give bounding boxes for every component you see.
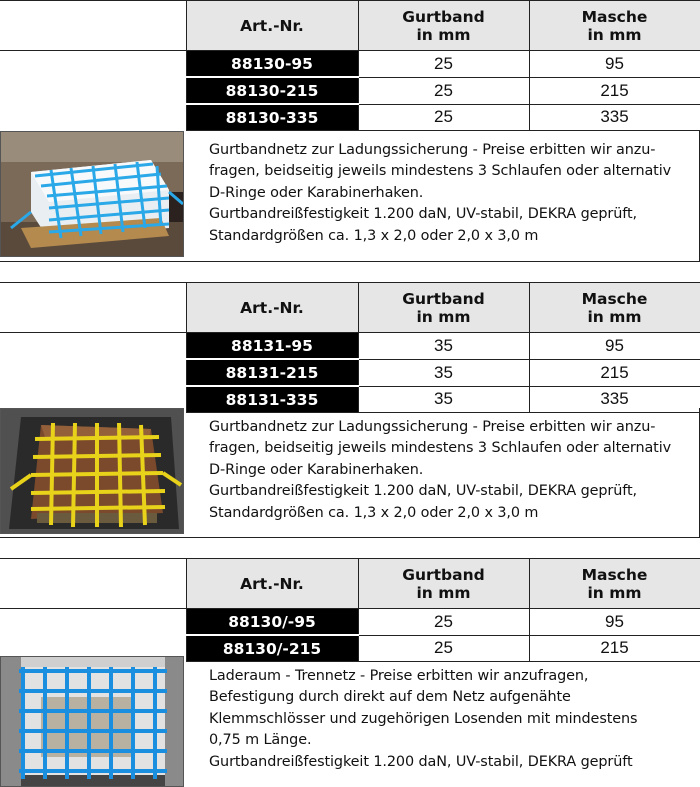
article-number: 88130/-95: [186, 609, 358, 636]
spec-table-88130: [0, 0, 700, 131]
article-number: 88130-335: [186, 104, 358, 131]
article-number: 88130/-215: [186, 635, 358, 662]
article-number: 88130-215: [186, 77, 358, 104]
gurtband-value: 25: [358, 609, 529, 636]
gurtband-value: 35: [358, 386, 529, 413]
blue-partition-net-photo: [0, 656, 184, 787]
blue-net-pallet-photo: [0, 131, 184, 257]
table-row: [0, 51, 700, 78]
section-88130-partition: [0, 558, 700, 787]
header-gurtband: Gurtband in mm: [358, 559, 529, 609]
description-line: Gurtbandreißfestigkeit 1.200 daN, UV-stabil, DEKRA geprüft: [209, 753, 633, 770]
header-gurtband: Gurtband in mm: [358, 283, 529, 333]
description-line: Klemmschlösser und zugehörigen Losenden mit mindestens: [209, 710, 638, 727]
table-row: [0, 609, 700, 636]
article-number: 88131-95: [186, 333, 358, 360]
masche-value: 335: [529, 104, 700, 131]
description-line: fragen, beidseitig jeweils mindestens 3 Schlaufen oder alternativ: [209, 163, 672, 180]
gurtband-value: 35: [358, 333, 529, 360]
table-row: [0, 77, 700, 104]
masche-value: 215: [529, 359, 700, 386]
article-number: 88131-215: [186, 359, 358, 386]
masche-value: 95: [529, 333, 700, 360]
description-line: Gurtbandnetz zur Ladungssicherung - Preise erbitten wir anzu-: [209, 419, 656, 435]
header-art-nr: Art.-Nr.: [186, 283, 358, 333]
description-line: fragen, beidseitig jeweils mindestens 3 Schlaufen oder alternativ: [209, 440, 672, 457]
masche-value: 335: [529, 386, 700, 413]
description-line: D-Ringe oder Karabinerhaken.: [209, 461, 424, 478]
masche-value: 215: [529, 77, 700, 104]
description-line: Laderaum - Trennetz - Preise erbitten wir anzufragen,: [209, 668, 589, 684]
table-row: [0, 333, 700, 360]
gurtband-value: 25: [358, 51, 529, 78]
header-gurtband: Gurtband in mm: [358, 1, 529, 51]
masche-value: 215: [529, 635, 700, 662]
description-line: Gurtbandreißfestigkeit 1.200 daN, UV-stabil, DEKRA geprüft,: [209, 483, 637, 500]
description-88130: [209, 140, 695, 247]
description-line: Standardgrößen ca. 1,3 x 2,0 oder 2,0 x 3,0 m: [209, 227, 539, 244]
description-line: Gurtbandnetz zur Ladungssicherung - Preise erbitten wir anzu-: [209, 142, 656, 158]
header-masche: Masche in mm: [529, 283, 700, 333]
article-number: 88131-335: [186, 386, 358, 413]
section-88131: [0, 282, 700, 538]
spec-table-88131: [0, 282, 700, 413]
blank-cell: [0, 283, 186, 333]
divider: [0, 261, 700, 262]
header-masche: Masche in mm: [529, 1, 700, 51]
divider: [0, 537, 700, 538]
header-art-nr: Art.-Nr.: [186, 1, 358, 51]
description-line: Standardgrößen ca. 1,3 x 2,0 oder 2,0 x 3,0 m: [209, 504, 539, 521]
description-88130-partition: [209, 666, 695, 773]
gurtband-value: 35: [358, 359, 529, 386]
gurtband-value: 25: [358, 104, 529, 131]
gurtband-value: 25: [358, 635, 529, 662]
header-art-nr: Art.-Nr.: [186, 559, 358, 609]
yellow-net-truck-photo: [0, 408, 184, 534]
table-row: [0, 359, 700, 386]
description-line: Gurtbandreißfestigkeit 1.200 daN, UV-stabil, DEKRA geprüft,: [209, 206, 637, 223]
blank-cell: [0, 1, 186, 51]
description-line: Befestigung durch direkt auf dem Netz aufgenähte: [209, 689, 571, 706]
spec-table-88130-partition: [0, 558, 700, 662]
masche-value: 95: [529, 51, 700, 78]
table-row: [0, 104, 700, 131]
masche-value: 95: [529, 609, 700, 636]
description-line: D-Ringe oder Karabinerhaken.: [209, 184, 424, 201]
article-number: 88130-95: [186, 51, 358, 78]
description-88131: [209, 417, 695, 524]
gurtband-value: 25: [358, 77, 529, 104]
blank-cell: [0, 559, 186, 609]
header-masche: Masche in mm: [529, 559, 700, 609]
description-line: 0,75 m Länge.: [209, 732, 312, 749]
section-88130: [0, 0, 700, 262]
